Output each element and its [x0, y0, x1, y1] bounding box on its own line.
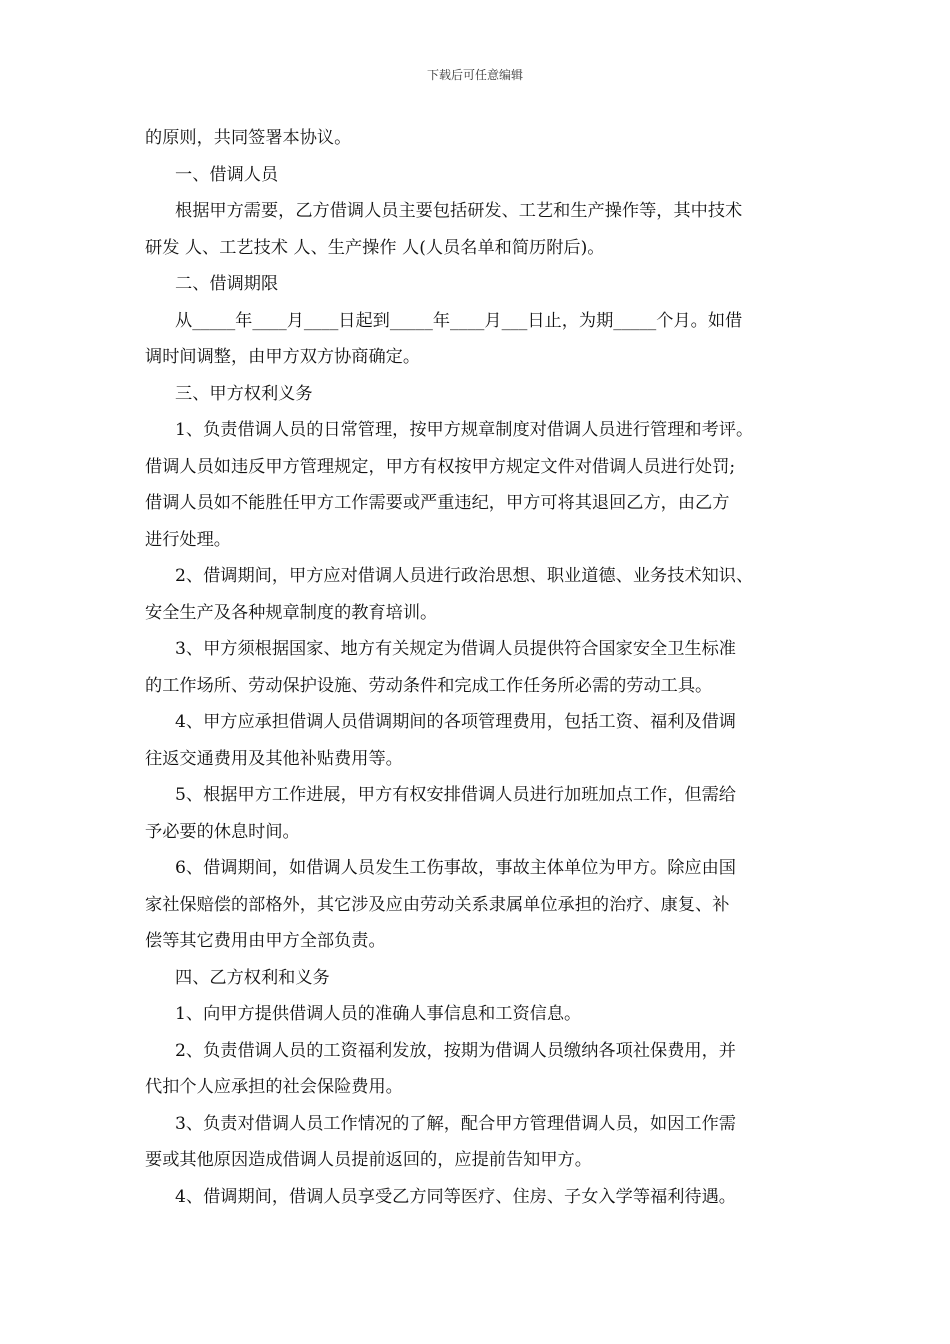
text-line: 予必要的休息时间。 [145, 821, 300, 842]
text-line: 代扣个人应承担的社会保险费用。 [145, 1077, 403, 1097]
text-line: 要或其他原因造成借调人员提前返回的，应提前告知甲方。 [145, 1150, 592, 1170]
text-line: 3、负责对借调人员工作情况的了解，配合甲方管理借调人员，如因工作需 [175, 1113, 736, 1134]
text-line: 从_____年____月____日起到_____年____月___日止，为期_____个月。如借 [175, 310, 743, 331]
text-line: 6、借调期间，如借调人员发生工伤事故，事故主体单位为甲方。除应由国 [175, 858, 736, 878]
text-line: 借调人员如不能胜任甲方工作需要或严重违纪，甲方可将其退回乙方，由乙方 [145, 493, 730, 513]
text-line: 的工作场所、劳动保护设施、劳动条件和完成工作任务所必需的劳动工具。 [145, 675, 713, 696]
text-line: 4、甲方应承担借调人员借调期间的各项管理费用，包括工资、福利及借调 [175, 712, 736, 732]
text-line: 三、甲方权利义务 [175, 383, 313, 404]
text-line: 5、根据甲方工作进展，甲方有权安排借调人员进行加班加点工作，但需给 [175, 785, 736, 805]
text-line: 1、负责借调人员的日常管理，按甲方规章制度对借调人员进行管理和考评。 [175, 420, 754, 440]
text-line: 2、借调期间，甲方应对借调人员进行政治思想、职业道德、业务技术知识、 [175, 566, 754, 586]
text-line: 调时间调整，由甲方双方协商确定。 [145, 347, 421, 367]
text-line: 一、借调人员 [175, 164, 279, 185]
text-line: 3、甲方须根据国家、地方有关规定为借调人员提供符合国家安全卫生标准 [175, 639, 736, 659]
text-line: 的原则，共同签署本协议。 [145, 128, 352, 148]
text-line: 四、乙方权利和义务 [175, 967, 330, 988]
document-body [145, 120, 810, 1215]
text-line: 根据甲方需要，乙方借调人员主要包括研发、工艺和生产操作等，其中技术 [175, 201, 743, 221]
text-line: 家社保赔偿的部格外，其它涉及应由劳动关系隶属单位承担的治疗、康复、补 [145, 894, 730, 915]
text-line: 安全生产及各种规章制度的教育培训。 [145, 602, 438, 623]
text-line: 4、借调期间，借调人员享受乙方同等医疗、住房、子女入学等福利待遇。 [175, 1186, 736, 1207]
text-line: 往返交通费用及其他补贴费用等。 [145, 748, 403, 769]
text-line: 1、向甲方提供借调人员的准确人事信息和工资信息。 [175, 1004, 582, 1024]
page-header: 下载后可任意编辑 [426, 68, 523, 82]
text-line: 二、借调期限 [175, 274, 279, 294]
text-line: 2、负责借调人员的工资福利发放，按期为借调人员缴纳各项社保费用，并 [175, 1040, 736, 1061]
text-line: 进行处理。 [145, 529, 231, 550]
text-line: 借调人员如违反甲方管理规定，甲方有权按甲方规定文件对借调人员进行处罚; [145, 456, 736, 477]
text-line: 偿等其它费用由甲方全部负责。 [145, 931, 386, 951]
text-line: 研发 人、工艺技术 人、生产操作 人(人员名单和简历附后)。 [145, 237, 605, 258]
